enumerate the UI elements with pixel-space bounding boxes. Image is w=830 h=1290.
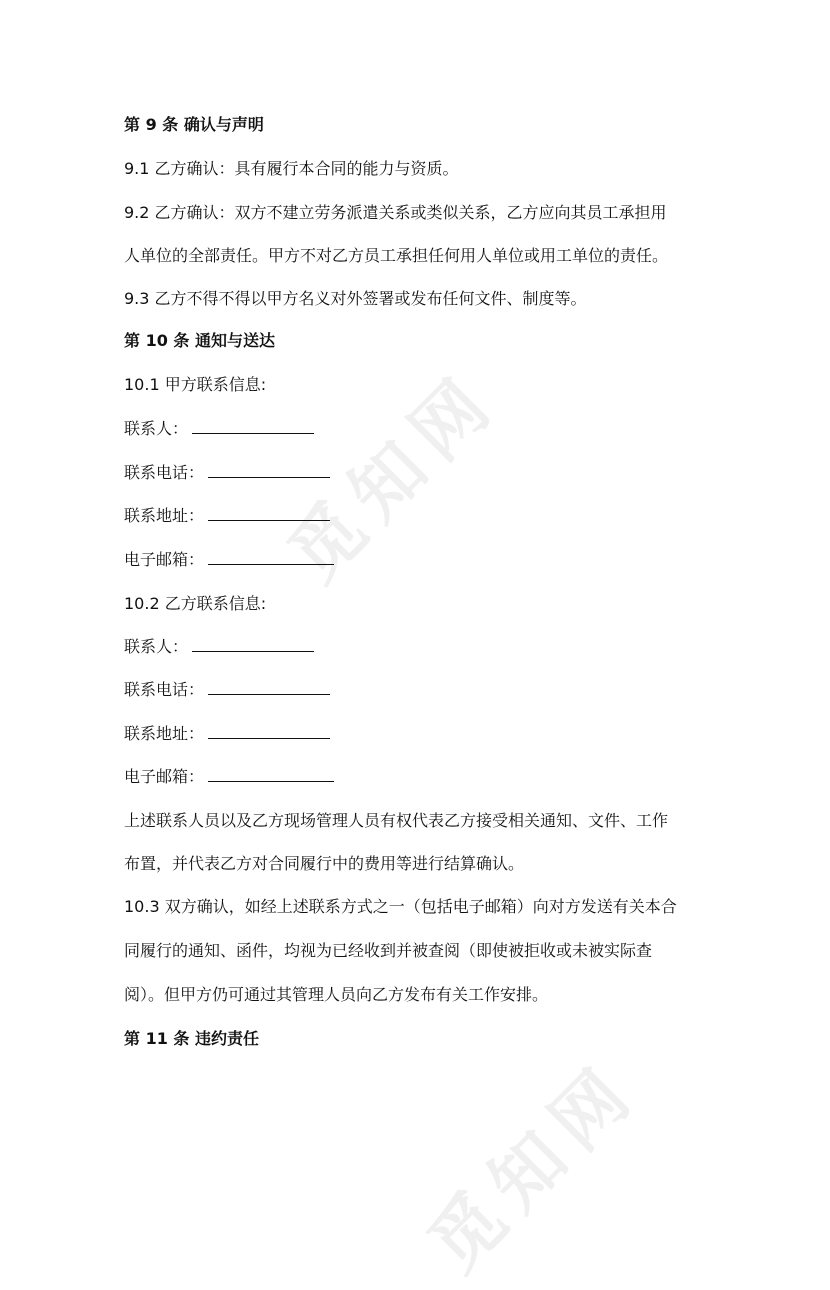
clause-9-2-line2: 人单位的全部责任。甲方不对乙方员工承担任何用人单位或用工单位的责任。 <box>124 246 669 265</box>
party-b-contact-field <box>124 637 314 657</box>
fill-blank[interactable] <box>208 680 330 695</box>
fill-blank[interactable] <box>208 506 330 521</box>
field-label: 联系人： <box>124 419 189 438</box>
fill-blank[interactable] <box>208 550 334 565</box>
clause-10-2-heading: 10.2 乙方联系信息: <box>124 594 267 613</box>
fill-blank[interactable] <box>208 767 334 782</box>
clause-9-2-line1: 9.2 乙方确认：双方不建立劳务派遣关系或类似关系，乙方应向其员工承担用 <box>124 203 667 222</box>
field-label: 联系电话： <box>124 680 205 699</box>
clause-10-1-heading: 10.1 甲方联系信息: <box>124 375 267 394</box>
party-a-contact-field <box>124 419 314 439</box>
party-b-email-field <box>124 767 334 787</box>
field-label: 联系地址： <box>124 506 205 525</box>
clause-9-3: 9.3 乙方不得不得以甲方名义对外签署或发布任何文件、制度等。 <box>124 289 587 308</box>
contact-note-line2: 布置，并代表乙方对合同履行中的费用等进行结算确认。 <box>124 854 525 873</box>
watermark-bottom: 觅知网 <box>411 1044 655 1288</box>
contact-note-line1: 上述联系人员以及乙方现场管理人员有权代表乙方接受相关通知、文件、工作 <box>124 811 669 830</box>
party-a-address-field <box>124 506 330 526</box>
fill-blank[interactable] <box>192 637 314 652</box>
field-label: 电子邮箱： <box>124 550 205 569</box>
party-a-phone-field <box>124 463 330 483</box>
party-b-address-field <box>124 724 330 744</box>
field-label: 联系电话： <box>124 463 205 482</box>
field-label: 联系地址： <box>124 724 205 743</box>
clause-10-3-line1: 10.3 双方确认，如经上述联系方式之一（包括电子邮箱）向对方发送有关本合 <box>124 897 677 916</box>
clause-10-3-line3: 阅）。但甲方仍可通过其管理人员向乙方发布有关工作安排。 <box>124 985 549 1004</box>
field-label: 联系人： <box>124 637 189 656</box>
fill-blank[interactable] <box>208 463 330 478</box>
party-a-email-field <box>124 550 334 570</box>
watermark-main: 觅知网 <box>271 354 515 598</box>
clause-10-3-line2: 同履行的通知、函件，均视为已经收到并被查阅（即使被拒收或未被实际查 <box>124 941 653 960</box>
section-10-title: 第 10 条 通知与送达 <box>124 331 275 350</box>
fill-blank[interactable] <box>192 419 314 434</box>
clause-9-1: 9.1 乙方确认：具有履行本合同的能力与资质。 <box>124 159 459 178</box>
field-label: 电子邮箱： <box>124 767 205 786</box>
section-9-title: 第 9 条 确认与声明 <box>124 115 264 134</box>
party-b-phone-field <box>124 680 330 700</box>
section-11-title: 第 11 条 违约责任 <box>124 1029 259 1048</box>
fill-blank[interactable] <box>208 724 330 739</box>
